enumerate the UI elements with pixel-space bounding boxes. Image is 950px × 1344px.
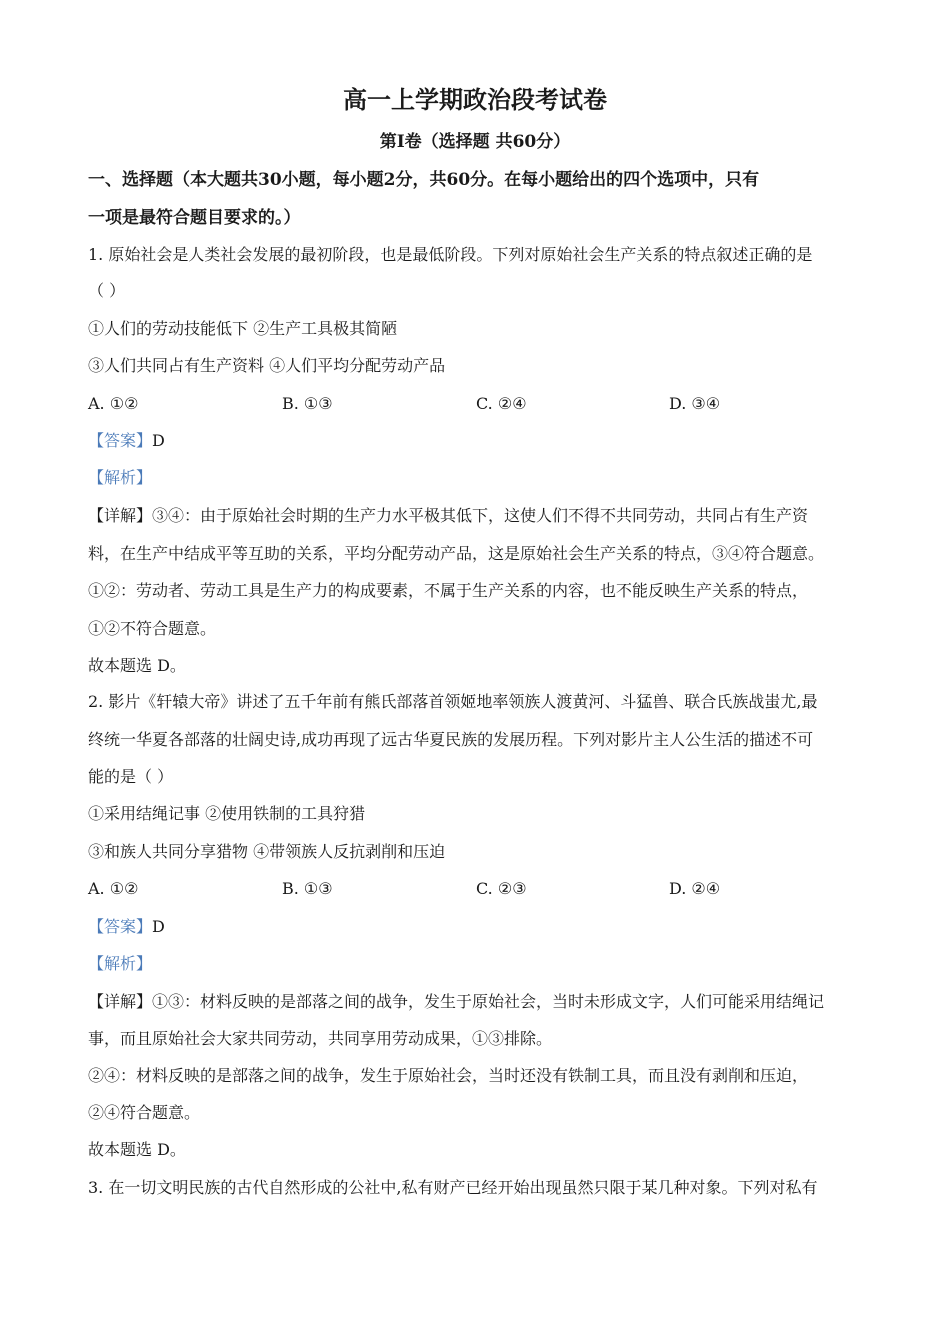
analysis-label: 【解析】 (88, 954, 153, 973)
q1-detail-line1 (88, 504, 808, 528)
q1-option-a: A. ①② (88, 394, 139, 413)
q3-stem-line1: 3. 在一切文明民族的古代自然形成的公社中,私有财产已经开始出现虽然只限于某几种对象。下列对私有 (88, 1178, 818, 1197)
q1-analysis (88, 466, 152, 490)
q2-stem-line2: 终统一华夏各部落的壮阔史诗,成功再现了远古华夏民族的发展历程。下列对影片主人公生活的描述不可 (88, 730, 814, 749)
answer-label: 【答案】 (88, 917, 153, 936)
q1-option-c: C. ②④ (476, 394, 527, 413)
q2-option-c: C. ②③ (476, 879, 527, 898)
q2-option-a: A. ①② (88, 879, 139, 898)
q2-option-d: D. ②④ (669, 879, 721, 898)
q2-conclusion: 故本题选 D。 (88, 1140, 186, 1159)
q1-answer-value: D (152, 431, 165, 450)
q1-option-b: B. ①③ (282, 394, 333, 413)
q2-answer-value: D (152, 917, 165, 936)
q2-detail-text1: ①③：材料反映的是部落之间的战争，发生于原始社会，当时未形成文字，人们可能采用结绳记 (152, 992, 825, 1011)
q2-detail-line4: ②④符合题意。 (88, 1103, 201, 1122)
q1-option-d: D. ③④ (669, 394, 721, 413)
q1-detail-text1: ③④：由于原始社会时期的生产力水平极其低下，这使人们不得不共同劳动，共同占有生产资 (152, 506, 809, 525)
q2-answer (88, 915, 165, 939)
q1-stem-line1: 1. 原始社会是人类社会发展的最初阶段，也是最低阶段。下列对原始社会生产关系的特点叙述正确的是 (88, 245, 813, 264)
q2-option-b: B. ①③ (282, 879, 333, 898)
q1-detail-line3: ①②：劳动者、劳动工具是生产力的构成要素，不属于生产关系的内容，也不能反映生产关系的特点， (88, 581, 809, 600)
q1-detail-line2: 料，在生产中结成平等互助的关系，平均分配劳动产品，这是原始社会生产关系的特点，③④符合题意。 (88, 544, 825, 563)
page-title: 高一上学期政治段考试卷 (343, 85, 607, 114)
q2-detail-line1 (88, 990, 824, 1014)
section-heading-line1: 一、选择题（本大题共30小题，每小题2分，共60分。在每小题给出的四个选项中，只有 (88, 170, 760, 190)
q2-items-line2: ③和族人共同分享猎物 ④带领族人反抗剥削和压迫 (88, 842, 446, 861)
answer-label: 【答案】 (88, 431, 153, 450)
q1-answer (88, 429, 165, 453)
section-heading-line2: 一项是最符合题目要求的。） (88, 208, 301, 228)
detail-label: 【详解】 (88, 992, 153, 1011)
q2-stem-line3: 能的是（ ） (88, 767, 174, 786)
q2-items-line1: ①采用结绳记事 ②使用铁制的工具狩猎 (88, 804, 366, 823)
q1-items-line1: ①人们的劳动技能低下 ②生产工具极其简陋 (88, 319, 398, 338)
q2-stem-line1: 2. 影片《轩辕大帝》讲述了五千年前有熊氏部落首领姬地率领族人渡黄河、斗猛兽、联合氏族战蚩尤,最 (88, 692, 818, 711)
q2-detail-line3: ②④：材料反映的是部落之间的战争，发生于原始社会，当时还没有铁制工具，而且没有剥削和压迫， (88, 1066, 809, 1085)
detail-label: 【详解】 (88, 506, 153, 525)
q1-stem-line2: （ ） (88, 281, 126, 300)
analysis-label: 【解析】 (88, 468, 153, 487)
q1-conclusion: 故本题选 D。 (88, 656, 186, 675)
q2-detail-line2: 事，而且原始社会大家共同劳动，共同享用劳动成果，①③排除。 (88, 1029, 553, 1048)
q1-items-line2: ③人们共同占有生产资料 ④人们平均分配劳动产品 (88, 356, 446, 375)
q1-detail-line4: ①②不符合题意。 (88, 619, 217, 638)
q2-analysis (88, 952, 152, 976)
page-subtitle: 第Ⅰ卷（选择题 共60分） (379, 132, 571, 152)
